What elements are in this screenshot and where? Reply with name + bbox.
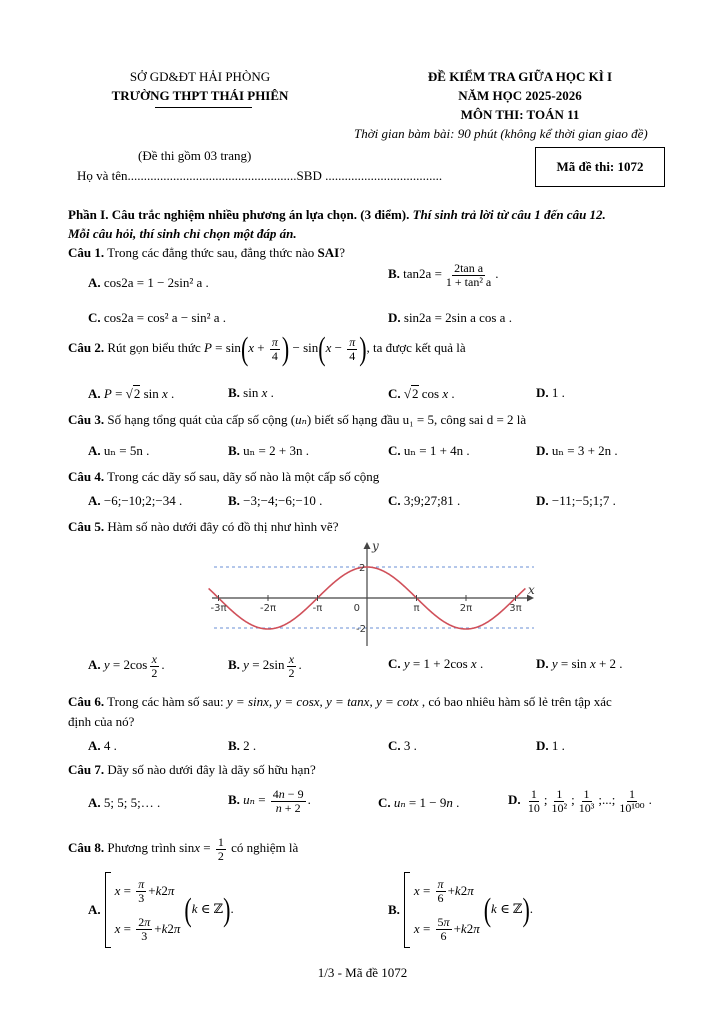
q3-u1: u₁ = 5 [402, 412, 434, 427]
question-bold: SAI [317, 245, 340, 260]
x-tick-label: -3π [210, 603, 227, 614]
question-8: Câu 8. Phương trình sinx = $\frac{1}{2}$ có nghiệm là [68, 834, 299, 863]
exam-title: ĐỀ KIỂM TRA GIỮA HỌC KÌ I [427, 69, 613, 84]
x-axis-label: x [528, 583, 535, 597]
y-axis-arrow [364, 542, 371, 549]
x-tick-label: 3π [509, 603, 522, 614]
question-6 [68, 694, 612, 710]
q6-option-b[interactable] [228, 738, 256, 754]
exam-code-box: Mã đề thi: 1072 [535, 147, 665, 187]
question-text: Trong các dãy số sau, dãy số nào là một cấp số cộng [104, 469, 380, 484]
x-tick-labels [211, 603, 522, 614]
option-text: uₙ = 2 + 3n . [243, 443, 309, 458]
q7-option-c[interactable]: C. uₙ = 1 − 9n . [378, 795, 460, 810]
q6-option-c[interactable] [388, 738, 417, 754]
question-text: Rút gọn biểu thức [104, 340, 201, 355]
question-end: có nghiệm là [227, 840, 299, 855]
part1-instr2: Mỗi câu hỏi, thí sinh chỉ chọn một đáp án. [68, 226, 297, 241]
question-number: Câu 3. [68, 412, 105, 427]
q2-option-c[interactable]: C. √2 cos x . [388, 386, 455, 401]
option-label: C. [378, 795, 391, 810]
q7-option-b[interactable]: B. uₙ = $\frac{4n - 9}{n + 2}$ . [228, 786, 311, 815]
part1-heading [68, 207, 606, 223]
q5-option-d[interactable]: D. y = sin x + 2 . [536, 656, 623, 671]
option-label: B. [228, 657, 240, 672]
option-text: cos2a = 1 − 2sin² a . [103, 275, 209, 290]
y-tick-neg2: -2 [356, 624, 366, 635]
page-footer: 1/3 - Mã đề 1072 [317, 965, 408, 980]
q6-option-d[interactable] [536, 738, 565, 754]
question-number: Câu 7. [68, 762, 105, 777]
question-number: Câu 8. [68, 840, 105, 855]
option-text: 5; 5; 5;… . [103, 795, 161, 810]
option-label: A. [88, 657, 101, 672]
option-label: A. [88, 386, 101, 401]
question-text-mid2: , công sai [433, 412, 487, 427]
option-label: D. [536, 443, 549, 458]
q5-option-a[interactable]: A. y = 2cos $\frac{x}{2}$ . [88, 651, 165, 680]
q6-option-a[interactable] [88, 738, 117, 754]
option-label: D. [536, 738, 549, 753]
option-label: B. [228, 792, 240, 807]
option-label: D. [536, 385, 549, 400]
exam-time: Thời gian bàm bài: 90 phút (không kể thời gian giao đề) [354, 126, 648, 141]
question-4 [68, 469, 379, 485]
system-bracket [105, 872, 111, 948]
q2-option-b[interactable]: B. sin x . [228, 385, 274, 400]
question-text: Số hạng tổng quát của cấp số cộng [104, 412, 288, 427]
option-label: A. [88, 275, 101, 290]
denominator: 1 + tan² a [445, 274, 492, 289]
option-label: D. [388, 310, 401, 325]
school-underline [155, 107, 252, 108]
option-label: C. [388, 443, 401, 458]
q3-option-d[interactable] [536, 443, 618, 459]
q1-option-c[interactable] [88, 310, 226, 326]
q2-option-a[interactable]: A. P = √2 sin x . [88, 386, 175, 401]
option-text: uₙ = 5n . [103, 443, 150, 458]
question-2 [68, 329, 466, 368]
exam-year: NĂM HỌC 2025-2026 [458, 88, 582, 103]
name-line: Họ và tên....................................................SBD .................................... [77, 168, 443, 183]
q1-option-d[interactable] [388, 310, 512, 326]
x-tick-label: -2π [260, 603, 276, 614]
pages-note: (Đề thi gồm 03 trang) [138, 148, 252, 163]
question-end: , ta được kết quả là [366, 340, 466, 355]
school-name: TRƯỜNG THPT THÁI PHIÊN [111, 88, 289, 103]
option-text: 3 . [403, 738, 417, 753]
question-number: Câu 6. [68, 694, 105, 709]
q1-option-a[interactable] [88, 275, 209, 291]
q6-functions: y = sinx, y = cosx, y = tanx, y = cotx [226, 694, 419, 709]
q5-option-b[interactable]: B. y = 2sin $\frac{x}{2}$ . [228, 651, 302, 680]
option-text: uₙ = 1 + 4n . [403, 443, 470, 458]
question-number: Câu 5. [68, 519, 105, 534]
option-text: tan2a = [403, 266, 442, 282]
question-text: Phương trình [104, 840, 180, 855]
q7-option-a[interactable] [88, 795, 160, 811]
option-text: 4 . [103, 738, 117, 753]
question-end: là [513, 412, 527, 427]
question-text: Trong các hàm số sau: [104, 694, 227, 709]
q1-option-b[interactable]: B. tan2a = $\frac{\text{2tan a}}{\text{1 + tan² a}}$ . [388, 261, 499, 289]
option-label: B. [388, 266, 400, 282]
option-text: 3;9;27;81 . [403, 493, 461, 508]
option-label: C. [388, 738, 401, 753]
question-6-line2: định của nó? [68, 714, 135, 729]
question-5 [68, 519, 338, 535]
option-label: C. [388, 656, 401, 671]
q4-option-b[interactable] [228, 493, 322, 509]
y-axis-label: y [372, 539, 379, 553]
option-text: −6;−10;2;−34 . [103, 493, 183, 508]
part1-instr1: Thí sinh trả lời từ câu 1 đến câu 12. [409, 207, 606, 222]
y-tick-2: 2 [359, 563, 366, 574]
option-label: A. [88, 738, 101, 753]
question-7 [68, 762, 316, 778]
q8-option-b[interactable]: B. x = $\frac{\pi}{6}$ + k 2 π x = $\frac{5\pi}{6}$ + k 2 π (k ∈ ℤ). [388, 872, 533, 948]
question-end: ? [339, 245, 345, 260]
option-label: A. [88, 443, 101, 458]
system-bracket [404, 872, 410, 948]
option-label: B. [228, 443, 240, 458]
question-number: Câu 2. [68, 340, 105, 355]
option-text: cos2a = cos² a − sin² a . [103, 310, 226, 325]
part1-title: Phần I. Câu trắc nghiệm nhiều phương án lựa chọn. (3 điểm). [68, 207, 410, 222]
x-tick-label: -π [312, 603, 323, 614]
question-text: Trong các đẳng thức sau, đẳng thức nào [104, 245, 318, 260]
q2-option-d[interactable]: D. 1 . [536, 385, 565, 400]
question-number: Câu 1. [68, 245, 105, 260]
option-text: 1 . [551, 738, 565, 753]
q3-d: d = 2 [486, 412, 514, 427]
numerator: 2tan a [454, 261, 484, 275]
x-tick-label: 0 [353, 603, 360, 614]
option-label: A. [88, 902, 101, 917]
question-text: Dãy số nào dưới đây là dãy số hữu hạn? [104, 762, 316, 777]
q7-option-d[interactable]: D. $\frac{1}{10}$ ; $\frac{1}{\text{10²}}$ ; $\frac{1}{\text{10³}}$ ;...; $\frac{1}{\text{10¹⁰⁰}}$ . [508, 786, 652, 815]
option-label: D. [536, 493, 549, 508]
q3-option-b[interactable] [228, 443, 309, 459]
option-text: −3;−4;−6;−10 . [243, 493, 323, 508]
option-label: B. [228, 493, 240, 508]
option-text: −11;−5;1;7 . [551, 493, 616, 508]
q3-option-c[interactable] [388, 443, 470, 459]
x-tick-label: 2π [459, 603, 473, 614]
option-label: C. [388, 386, 401, 401]
question-3: Câu 3. Số hạng tổng quát của cấp số cộng (uₙ) biết số hạng đầu u₁ = 5, công sai d = 2 là [68, 412, 527, 427]
exam-subject: MÔN THI: TOÁN 11 [460, 107, 580, 122]
option-label: A. [88, 493, 101, 508]
question-1 [68, 245, 345, 261]
q4-option-c[interactable] [388, 493, 460, 509]
option-label: D. [508, 792, 521, 807]
option-text: uₙ = 3 + 2n . [551, 443, 618, 458]
question-number: Câu 4. [68, 469, 105, 484]
question-text-mid: biết số hạng đầu [311, 412, 403, 427]
option-label: B. [228, 385, 240, 400]
option-text: 2 . [243, 738, 257, 753]
q4-option-a[interactable] [88, 493, 182, 509]
option-text: sin2a = 2sin a cos a . [403, 310, 512, 325]
q4-option-d[interactable] [536, 493, 616, 509]
dept-name: SỞ GD&ĐT HẢI PHÒNG [129, 69, 271, 84]
option-label: C. [88, 310, 101, 325]
q1-b-fraction [444, 262, 493, 288]
q3-option-a[interactable] [88, 443, 149, 459]
question-text: Hàm số nào dưới đây có đồ thị như hình vẽ? [104, 519, 339, 534]
q8-option-a[interactable]: A. x = $\frac{\pi}{3}$ + k 2 π x = $\frac{2\pi}{3}$ + k 2 π (k ∈ ℤ). [88, 872, 234, 948]
x-tick-label: π [413, 603, 420, 614]
option-label: D. [536, 656, 549, 671]
option-label: B. [228, 738, 240, 753]
option-label: C. [388, 493, 401, 508]
cosine-graph [208, 538, 538, 648]
q2-expression: P = sin(x + $\frac{\pi}{4}$ ) − sin(x − $\frac{\pi}{4}$ ) [203, 329, 367, 368]
option-label: A. [88, 795, 101, 810]
q5-option-c[interactable]: C. y = 1 + 2cos x . [388, 656, 484, 671]
question-end: , có bao nhiêu hàm số lẻ trên tập xác [418, 694, 612, 709]
option-label: B. [388, 902, 400, 917]
